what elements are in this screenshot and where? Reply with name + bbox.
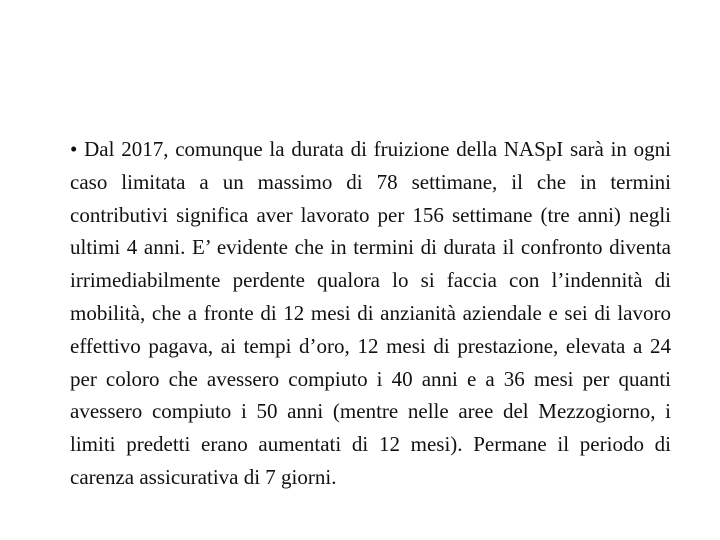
body-paragraph	[70, 133, 671, 494]
paragraph-text: Dal 2017, comunque la durata di fruizione della NASpI sarà in ogni caso limitata a un massimo di 78 settimane, il che in termini contributivi significa aver lavorato per 156 settimane (tre anni) negli ultimi 4 anni. E’ evidente che in termini di durata il confronto diventa irrimediabilmente perdente qualora lo si faccia con l’indennità di mobilità, che a fronte di 12 mesi di anzianità aziendale e sei di lavoro effettivo pagava, ai tempi d’oro, 12 mesi di prestazione, elevata a 24 per coloro che avessero compiuto i 40 anni e a 36 mesi per quanti avessero compiuto i 50 anni (mentre nelle aree del Mezzogiorno, i limiti predetti erano aumentati di 12 mesi). Permane il periodo di carenza assicurativa di 7 giorni.	[70, 137, 672, 489]
bullet-icon: •	[70, 137, 78, 161]
